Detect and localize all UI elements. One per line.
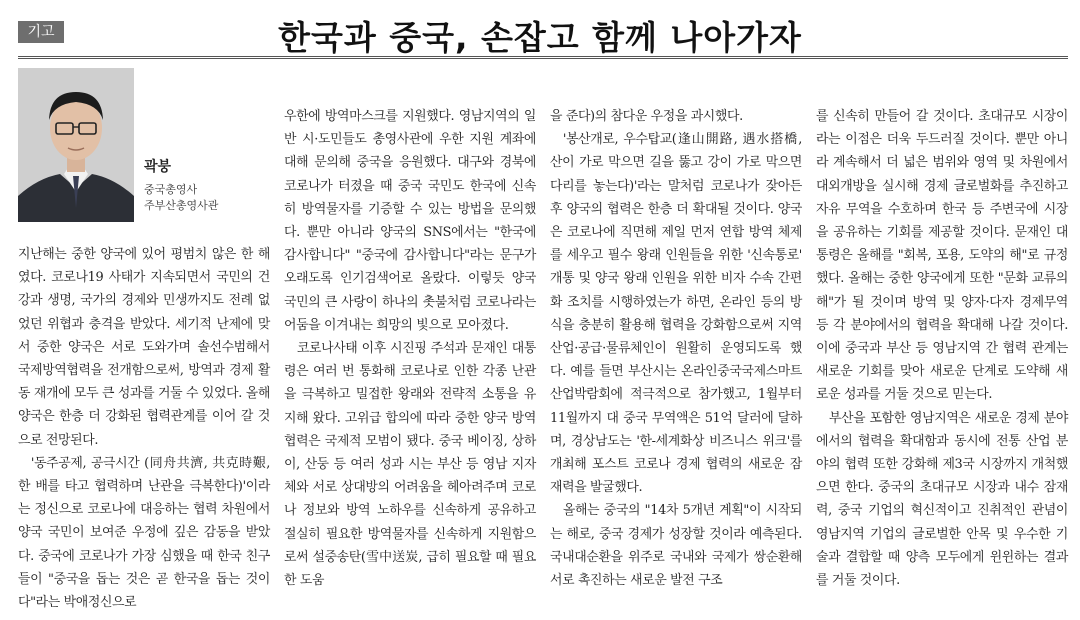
paragraph: 을 준다)의 참다운 우정을 과시했다.	[550, 109, 743, 124]
paragraph: 를 신속히 만들어 갈 것이다. 초대규모 시장이라는 이점은 더욱 두드러질 것이다. 뿐만 아니라 계속해서 더 넓은 범위와 영역 및 차원에서 대외개방을 실시해 경제 글로벌화를 추진하고 자유 무역을 수호하며 한국 등 주변국에 시장을 공유하는 기회를 제공할 것이다. 문재인 대통령은 올해를 "회복, 포용, 도약의 해"로 규정했다. 올해는 중한 양국에게 또한 "문화 교류의 해"가 될 것이며 방역 및 양자·다자 경제무역 등 각 분야에서의 협력을 확대해 나갈 것이다. 이에 중국과 부산 등 영남지역 간 협력 관계는 새로운 기회를 맞아 새로운 단계로 도약해 새로운 성과를 거둘 것으로 믿는다.	[816, 109, 1068, 403]
author-photo	[18, 68, 134, 222]
author-role-1: 중국총영사	[144, 183, 198, 196]
paragraph: 부산을 포함한 영남지역은 새로운 경제 분야에서의 협력을 확대함과 동시에 전통 산업 분야의 협력 또한 강화해 제3국 시장까지 개척했으면 한다. 중국의 초대규모 시장과 내수 잠재력, 중국 기업의 혁신적이고 진취적인 관념이 영남지역 기업의 글로벌한 안목 및 우수한 기술과 결합할 때 양측 모두에게 윈윈하는 결과를 거둘 것이다.	[816, 410, 1068, 589]
paragraph: '동주공제, 공극시간 (同舟共濟, 共克時艱, 한 배를 타고 협력하며 난관을 극복한다)'이라는 정신으로 코로나에 대응하는 협력 차원에서 양국 국민이 보여준 우정에 깊은 감동을 받았다. 중국에 코로나가 가장 심했을 때 한국 친구들이 "중국을 돕는 것은 곧 한국을 돕는 것이다"라는 박애정신으로	[18, 455, 270, 611]
title-divider	[18, 56, 1068, 59]
paragraph: 지난해는 중한 양국에 있어 평범치 않은 한 해였다. 코로나19 사태가 지속되면서 국민의 건강과 생명, 국가의 경제와 민생까지도 전례 없었던 위협과 충격을 받았다. 세기적 난제에 맞서 중한 양국은 서로 도와가며 솔선수범해서 국제방역협력을 전개함으로써, 방역과 경제 활동 재개에 모두 큰 성과를 거둘 수 있었다. 올해 양국은 한층 더 강화된 협력관계를 이어 갈 것으로 전망된다.	[18, 247, 270, 448]
article-column-1	[18, 243, 270, 614]
article-column-4	[816, 105, 1068, 592]
article-column-2	[284, 105, 536, 592]
section-tag: 기고	[18, 21, 64, 43]
article-column-3	[550, 105, 802, 592]
paragraph: 올해는 중국의 "14차 5개년 계획"이 시작되는 해로, 중국 경제가 성장할 것이라 예측된다. 국내대순환을 위주로 국내와 국제가 쌍순환해 서로 촉진하는 새로운 발전 구조	[550, 503, 802, 589]
paragraph: 코로나사태 이후 시진핑 주석과 문재인 대통령은 여러 번 통화해 코로나로 인한 각종 난관을 극복하고 밀접한 왕래와 전략적 소통을 유지해 왔다. 고위급 합의에 따라 중한 양국 방역 협력은 국제적 모범이 됐다. 중국 베이징, 상하이, 산둥 등 여러 성과 시는 부산 등 영남 지자체와 서로 상대방의 어려움을 헤아려주며 코로나 정보와 방역 노하우를 신속하게 공유하고 절실히 필요한 방역물자를 신속하게 지원함으로써 설중송탄(雪中送炭, 급히 필요할 때 필요한 도움	[284, 341, 536, 589]
author-role-2: 주부산총영사관	[144, 199, 219, 212]
author-name: 곽붕	[144, 159, 172, 175]
paragraph: '봉산개로, 우수탑교(逢山開路, 遇水搭橋, 산이 가로 막으면 길을 뚫고 강이 가로 막으면 다리를 놓는다)'라는 말처럼 코로나가 잦아든 후 양국의 협력은 한층 더 확대될 것이다. 양국은 코로나에 직면해 제일 먼저 연합 방역 체제를 세우고 필수 왕래 인원들을 위한 '신속통로' 개통 및 양국 왕래 인원을 위한 비자 수속 간편화 조치를 시행하였는가 하면, 온라인 등의 방식을 충분히 활용해 협력을 강화함으로써 지역 산업·공급·물류체인이 원활히 운영되도록 했다. 예를 들면 부산시는 온라인중국국제스마트산업박람회에 적극적으로 참가했고, 1월부터 11월까지 대 중국 무역액은 51억 달러에 달하며, 경상남도는 '한-세계화상 비즈니스 위크'를 개최해 포스트 코로나 경제 협력의 새로운 잠재력을 발굴했다.	[550, 132, 802, 496]
paragraph: 우한에 방역마스크를 지원했다. 영남지역의 일반 시·도민들도 총영사관에 우한 지원 계좌에 대해 문의해 중국을 응원했다. 대구와 경북에 코로나가 터졌을 때 중국 국민도 한국에 신속히 방역물자를 기증할 수 있는 방법을 문의했다. 뿐만 아니라 양국의 SNS에서는 "한국에 감사합니다" "중국에 감사합니다"라는 문구가 오래도록 인기검색어로 올랐다. 이렇듯 양국 국민의 큰 사랑이 하나의 촛불처럼 코로나라는 어둠을 이겨내는 희망의 빛으로 모아졌다.	[284, 109, 536, 333]
article-title: 한국과 중국, 손잡고 함께 나아가자	[278, 18, 802, 57]
author-info	[144, 156, 218, 214]
